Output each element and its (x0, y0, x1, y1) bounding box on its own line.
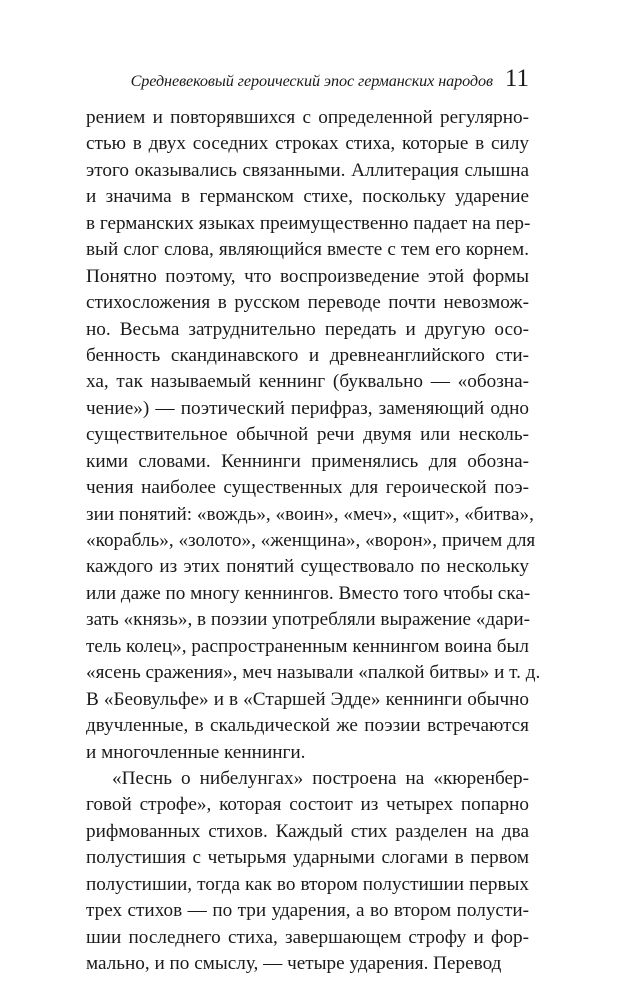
text-line: существительное обычной речи двумя или несколь- (86, 424, 529, 446)
text-line: тель колец», распространенным кеннингом воина был (86, 635, 529, 657)
body-text (86, 105, 541, 977)
text-line: этого оказывались связанными. Аллитерация слышна (86, 159, 529, 181)
text-line: В «Беовульфе» и в «Старшей Эдде» кеннинги обычно (86, 688, 529, 710)
page-number: 11 (504, 65, 529, 92)
paragraph (86, 766, 529, 978)
text-line: вый слог слова, являющийся вместе с тем его корнем. (86, 239, 529, 261)
text-line: и многочленные кеннинги. (86, 741, 306, 763)
text-line: двучленные, в скальдической же поэзии встречаются (86, 715, 529, 737)
text-line: стихосложения в русском переводе почти невозмож- (86, 292, 529, 314)
text-line: но. Весьма затруднительно передать и другую осо- (86, 318, 529, 340)
text-line: в германских языках преимущественно падает на пер- (86, 212, 531, 234)
paragraph (86, 105, 541, 766)
text-line: стью в двух соседних строках стиха, которые в силу (86, 133, 529, 155)
text-line: чение») — поэтический перифраз, заменяющий одно (86, 397, 529, 419)
text-line: ха, так называемый кеннинг (буквально — «обозна- (86, 371, 529, 393)
text-line: «ясень сражения», меч называли «палкой битвы» и т. д. (86, 662, 541, 684)
text-line: рифмованных стихов. Каждый стих разделен на два (86, 820, 529, 842)
text-line: «Песнь о нибелунгах» построена на «кюренбер- (112, 767, 529, 789)
text-line: чения наиболее существенных для героической поэ- (86, 477, 529, 499)
text-line: трех стихов — по три ударения, а во втором полусти- (86, 900, 529, 922)
text-line: и значима в германском стихе, поскольку ударение (86, 186, 529, 208)
text-line: или даже по многу кеннингов. Вместо того чтобы ска- (86, 582, 531, 604)
text-line: кими словами. Кеннинги применялись для обозна- (86, 450, 529, 472)
text-line: полустишия с четырьмя ударными слогами в первом (86, 847, 529, 869)
text-line: рением и повторявшихся с определенной регулярно- (86, 107, 529, 128)
text-line: говой строфе», которая состоит из четырех попарно (86, 794, 529, 816)
text-line: зии понятий: «вождь», «воин», «меч», «щит», «битва», (86, 503, 534, 525)
text-line: каждого из этих понятий существовало по нескольку (86, 556, 529, 578)
text-line: зать «князь», в поэзии употребляли выражение «дари- (86, 609, 530, 631)
running-head (86, 66, 529, 91)
text-line: полустишии, тогда как во втором полустишии первых (86, 873, 529, 895)
text-line: мально, и по смыслу, — четыре ударения. Перевод (86, 953, 502, 974)
text-line: «корабль», «золото», «женщина», «ворон», причем для (86, 530, 536, 551)
running-head-title: Средневековый героический эпос германских народов (130, 72, 493, 90)
text-line: Понятно поэтому, что воспроизведение этой формы (86, 265, 529, 287)
text-line: шии последнего стиха, завершающем строфу и фор- (86, 926, 529, 948)
text-line: бенность скандинавского и древнеанглийского сти- (86, 344, 529, 366)
